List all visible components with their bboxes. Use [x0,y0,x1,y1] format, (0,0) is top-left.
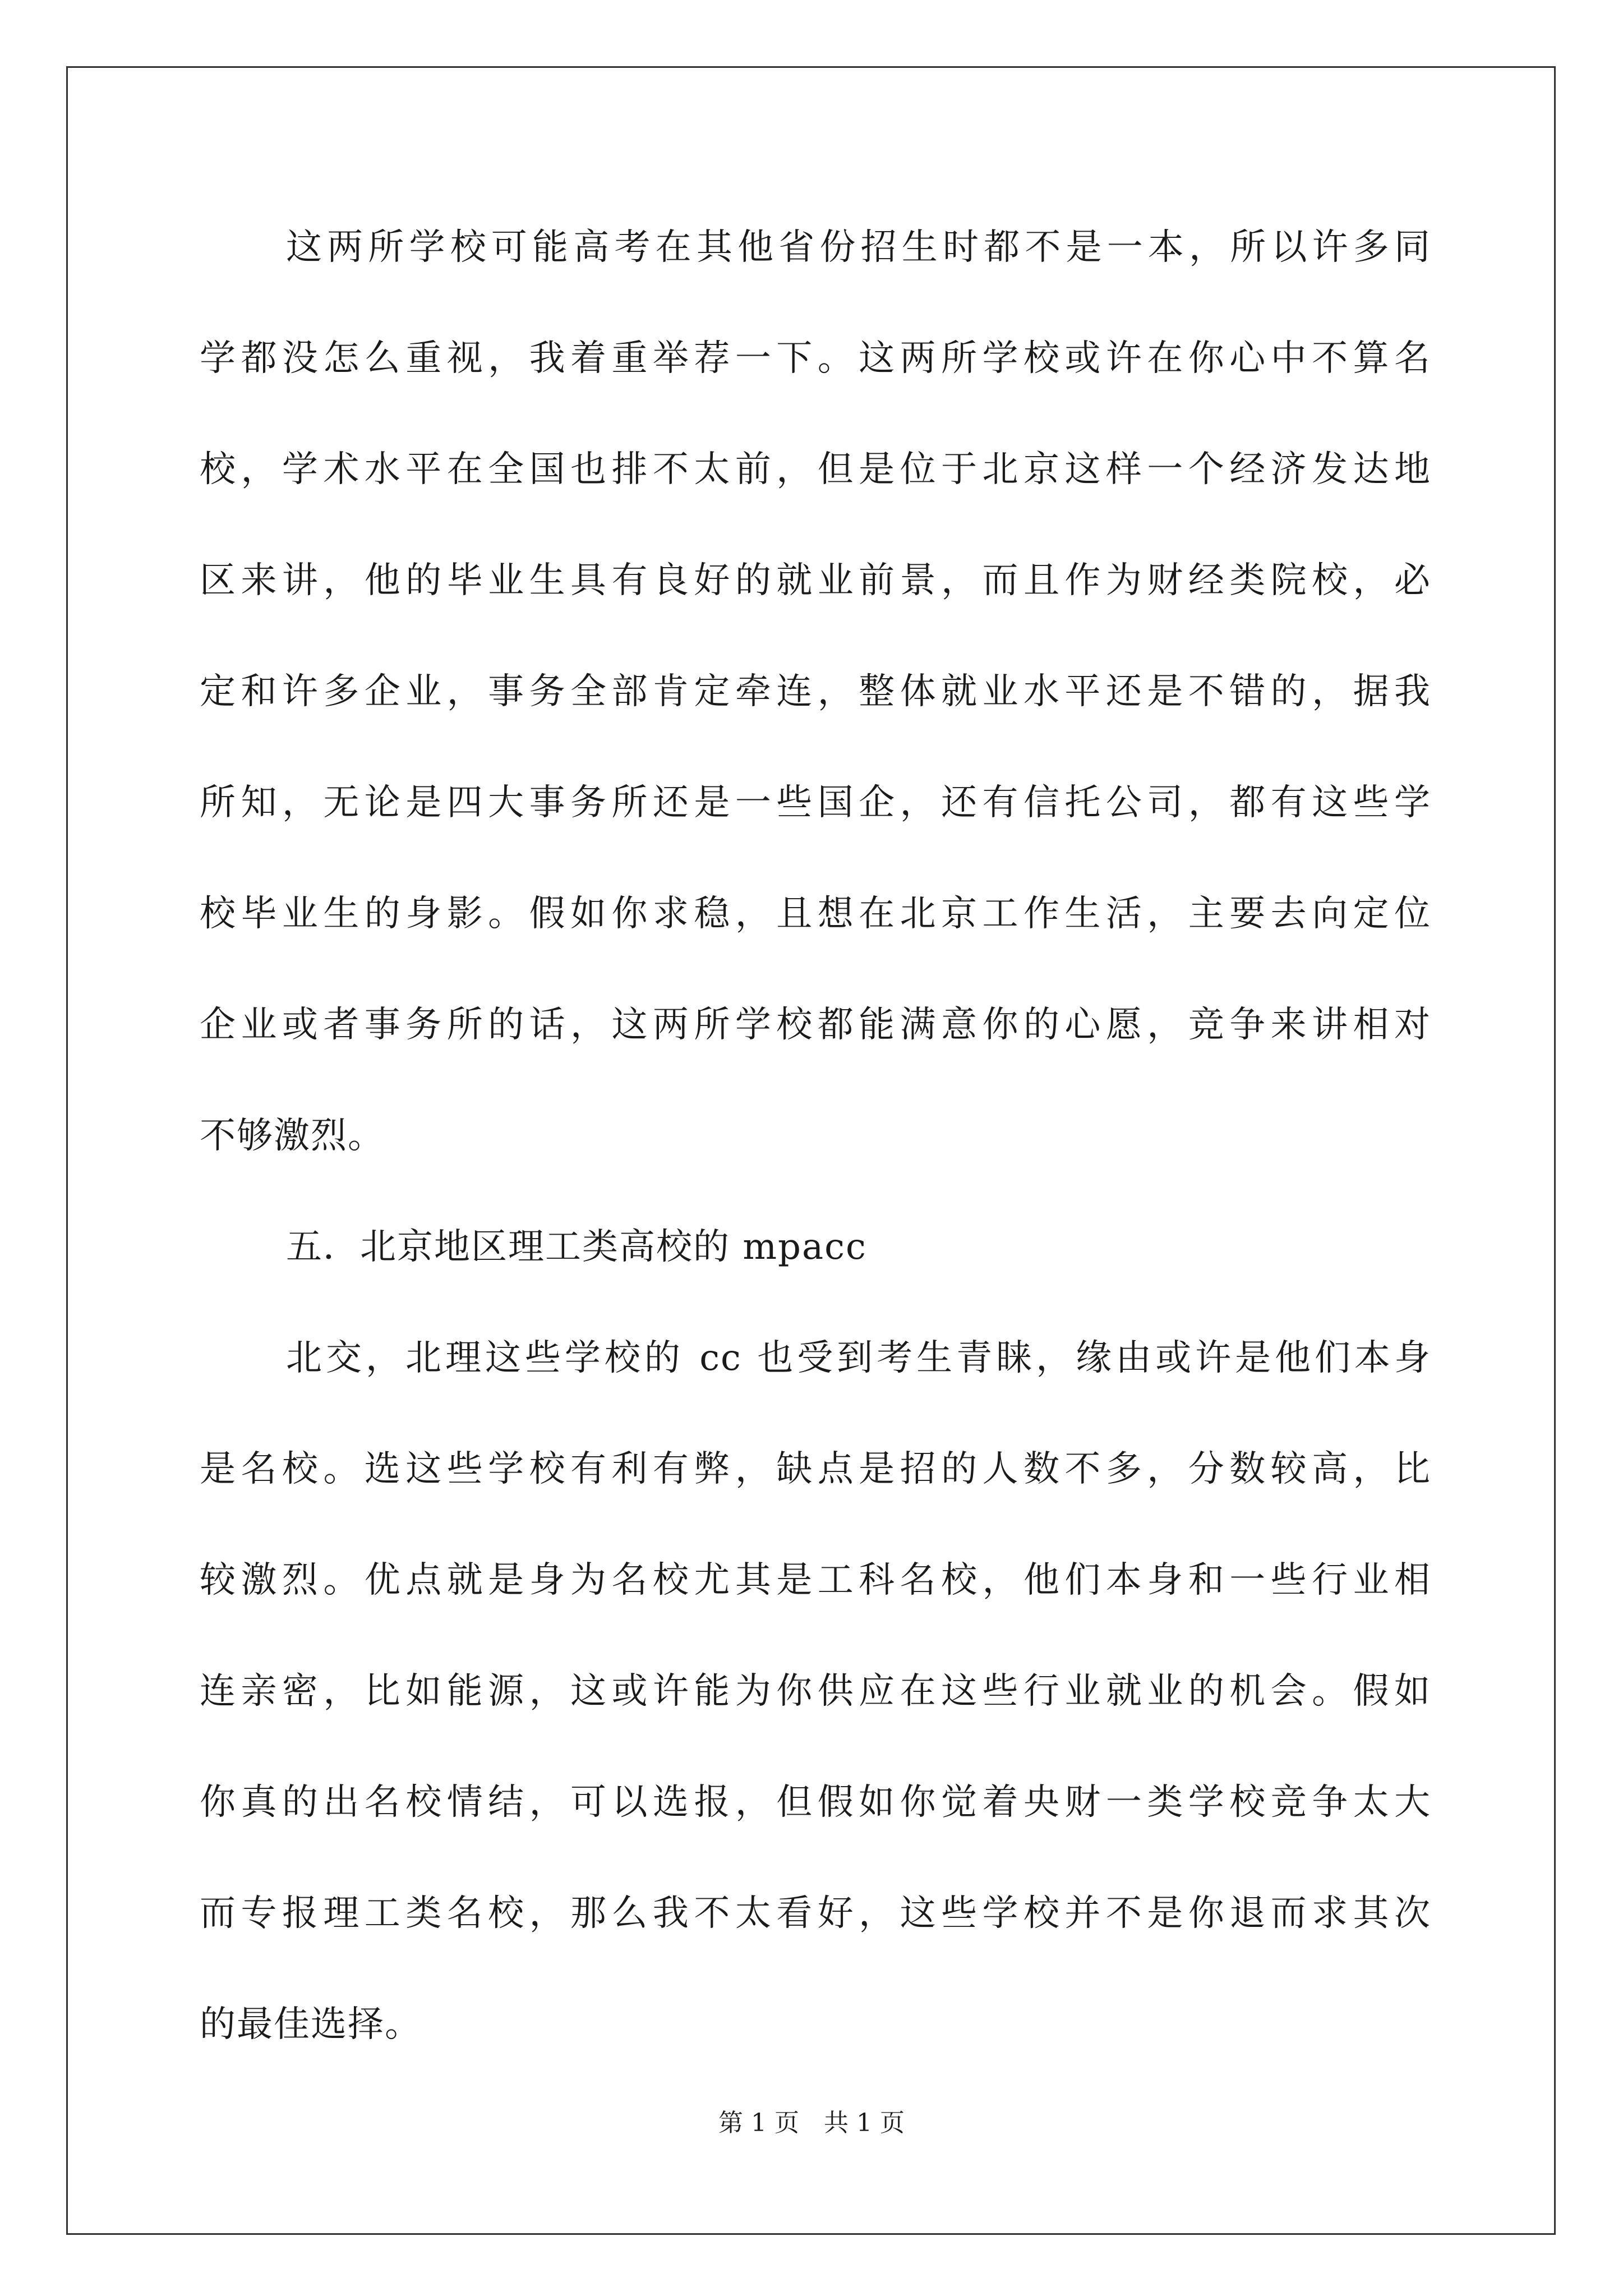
paragraph-2-line-7: 的最佳选择。 [200,2004,422,2045]
paragraph-1-line-5: 定和许多企业，事务全部肯定牵连，整体就业水平还是不错的，据我 [200,671,1431,712]
section-heading: 五．北京地区理工类高校的 mpacc [286,1226,867,1268]
paragraph-1-line-2: 学都没怎么重视，我着重举荐一下。这两所学校或许在你心中不算名 [200,338,1431,379]
paragraph-1-line-1: 这两所学校可能高考在其他省份招生时都不是一本，所以许多同 [286,227,1431,268]
paragraph-1-line-8: 企业或者事务所的话，这两所学校都能满意你的心愿，竞争来讲相对 [200,1004,1431,1046]
paragraph-2-line-1: 北交，北理这些学校的 cc 也受到考生青睐，缘由或许是他们本身 [286,1337,1431,1379]
paragraph-2-line-4: 连亲密，比如能源，这或许能为你供应在这些行业就业的机会。假如 [200,1671,1431,1712]
paragraph-2-line-3: 较激烈。优点就是身为名校尤其是工科名校，他们本身和一些行业相 [200,1559,1431,1601]
paragraph-1-line-6: 所知，无论是四大事务所还是一些国企，还有信托公司，都有这些学 [200,782,1431,823]
paragraph-2-line-2: 是名校。选这些学校有利有弊，缺点是招的人数不多，分数较高，比 [200,1448,1431,1490]
paragraph-2-line-5: 你真的出名校情结，可以选报，但假如你觉着央财一类学校竞争太大 [200,1782,1431,1823]
page-footer: 第 1 页 共 1 页 [718,2109,905,2137]
paragraph-2-line-6: 而专报理工类名校，那么我不太看好，这些学校并不是你退而求其次 [200,1893,1431,1934]
paragraph-1-line-9: 不够激烈。 [200,1115,385,1157]
paragraph-1-line-7: 校毕业生的身影。假如你求稳，且想在北京工作生活，主要去向定位 [200,893,1431,935]
paragraph-1-line-4: 区来讲，他的毕业生具有良好的就业前景，而且作为财经类院校，必 [200,560,1431,601]
paragraph-1-line-3: 校，学术水平在全国也排不太前，但是位于北京这样一个经济发达地 [200,449,1431,490]
